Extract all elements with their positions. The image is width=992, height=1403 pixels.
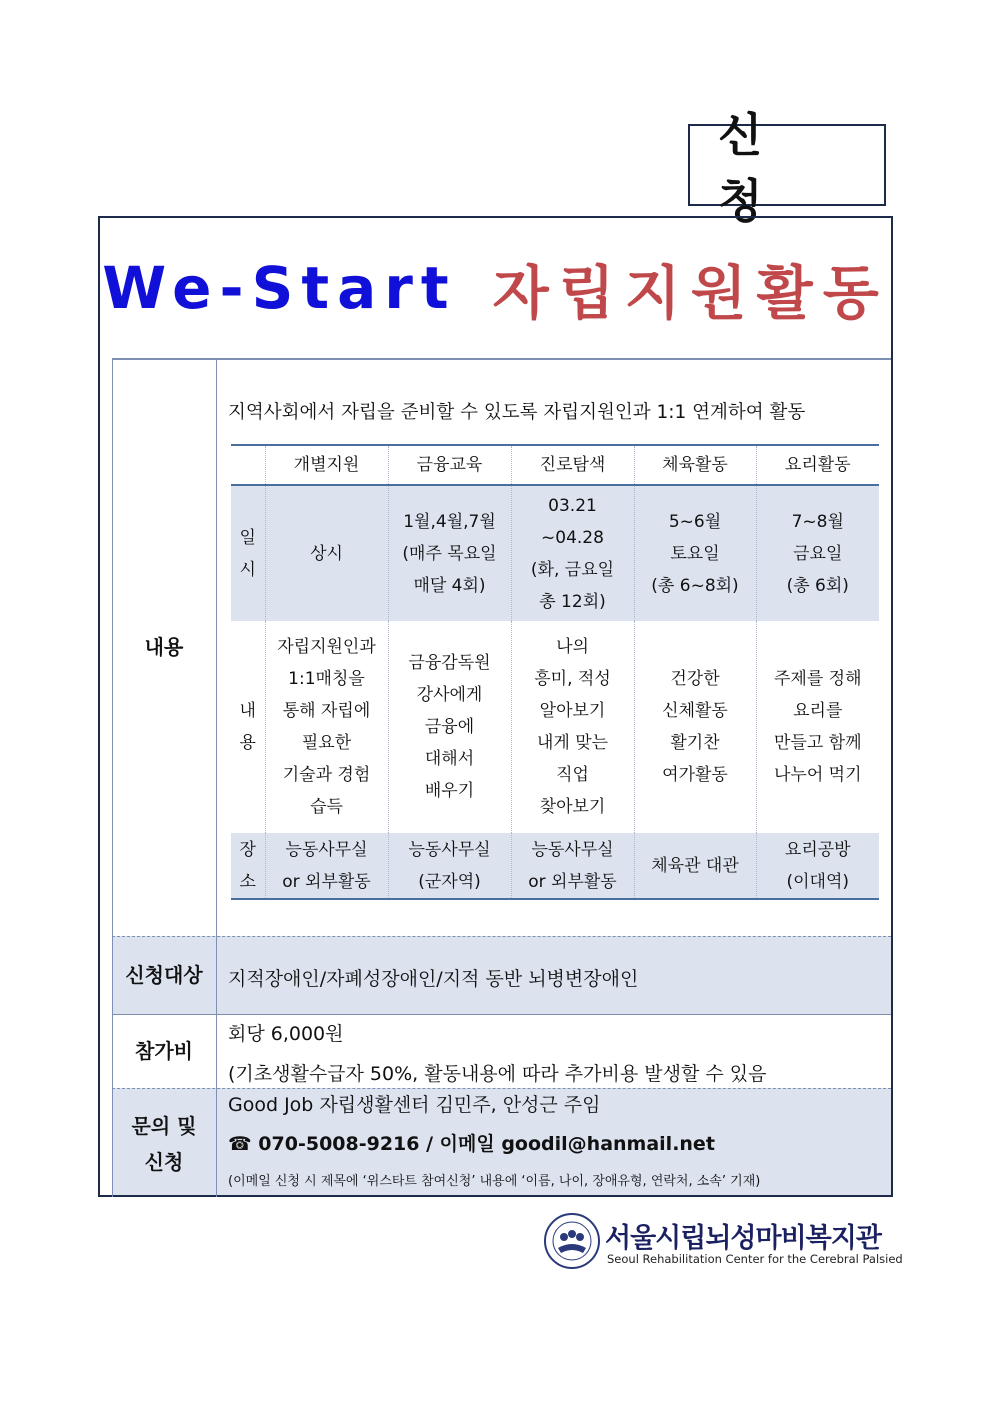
- row-label: 일 시: [231, 485, 265, 621]
- table-cell: 7~8월 금요일 (총 6회): [756, 485, 879, 621]
- apply-box: [688, 108, 886, 228]
- table-row-content: [231, 621, 879, 833]
- page-title: [100, 218, 891, 358]
- table-cell: 건강한 신체활동 활기찬 여가활동: [634, 621, 756, 833]
- table-cell: 능동사무실 or 외부활동: [511, 833, 634, 899]
- fee-line2: (기초생활수급자 50%, 활동내용에 따라 추가비용 발생할 수 있음: [228, 1063, 767, 1085]
- activity-table: [231, 444, 879, 900]
- column-header: 체육활동: [634, 445, 756, 485]
- divider: [112, 936, 891, 937]
- fee-line1: 회당 6,000원: [228, 1023, 344, 1045]
- table-cell: 자립지원인과 1:1매칭을 통해 자립에 필요한 기술과 경험 습득: [265, 621, 388, 833]
- table-cell: 금융감독원 강사에게 금융에 대해서 배우기: [388, 621, 511, 833]
- table-cell: 나의 흥미, 적성 알아보기 내게 맞는 직업 찾아보기: [511, 621, 634, 833]
- content-label: 내용: [144, 635, 184, 659]
- table-cell: 주제를 정해 요리를 만들고 함께 나누어 먹기: [756, 621, 879, 833]
- phone-icon: ☎: [228, 1133, 252, 1155]
- table-cell: 능동사무실 (군자역): [388, 833, 511, 899]
- divider: [112, 358, 891, 360]
- org-name-english: Seoul Rehabilitation Center for the Cerebral Palsied: [607, 1252, 903, 1266]
- table-cell: 요리공방 (이대역): [756, 833, 879, 899]
- divider: [216, 358, 217, 1197]
- intro-text: 지역사회에서 자립을 준비할 수 있도록 자립지원인과 1:1 연계하여 활동: [228, 402, 806, 423]
- contact-label: 문의 및 신청: [131, 1114, 197, 1174]
- table-cell: 5~6월 토요일 (총 6~8회): [634, 485, 756, 621]
- contact-line1: Good Job 자립생활센터 김민주, 안성근 주임: [228, 1094, 601, 1116]
- fee-label: 참가비: [135, 1039, 193, 1063]
- divider: [112, 1088, 891, 1089]
- org-name-korean: 서울시립뇌성마비복지관: [605, 1223, 881, 1254]
- column-header: 금융교육: [388, 445, 511, 485]
- contact-line2: [228, 1129, 715, 1156]
- contact-note: (이메일 신청 시 제목에 ‘위스타트 참여신청’ 내용에 ‘이름, 나이, 장애유형, 연락처, 소속’ 기재): [228, 1174, 761, 1189]
- org-logo: [543, 1212, 903, 1276]
- title-korean: 자립지원활동: [492, 259, 889, 327]
- table-cell: 상시: [265, 485, 388, 621]
- row-label: 장 소: [231, 833, 265, 899]
- column-header: 진로탐색: [511, 445, 634, 485]
- table-row-schedule: [231, 485, 879, 621]
- column-header: 개별지원: [265, 445, 388, 485]
- table-cell: 1월,4월,7월 (매주 목요일 매달 4회): [388, 485, 511, 621]
- divider: [112, 1014, 891, 1015]
- table-cell: 능동사무실 or 외부활동: [265, 833, 388, 899]
- column-header: 요리활동: [756, 445, 879, 485]
- table-header-row: [231, 445, 879, 485]
- org-emblem-icon: [543, 1212, 601, 1270]
- table-cell: 03.21 ~04.28 (화, 금요일 총 12회): [511, 485, 634, 621]
- target-text: 지적장애인/자폐성장애인/지적 동반 뇌병변장애인: [228, 968, 639, 990]
- title-english: We-Start: [102, 254, 457, 322]
- row-label: 내 용: [239, 701, 256, 753]
- contact-phone-email: 070-5008-9216 / 이메일 goodil@hanmail.net: [258, 1133, 715, 1155]
- main-frame: [98, 216, 893, 1197]
- apply-label: 신 청: [718, 108, 791, 228]
- table-row-place: [231, 833, 879, 899]
- table-header-corner: [231, 445, 265, 485]
- table-cell: 체육관 대관: [634, 833, 756, 899]
- target-label: 신청대상: [125, 963, 203, 987]
